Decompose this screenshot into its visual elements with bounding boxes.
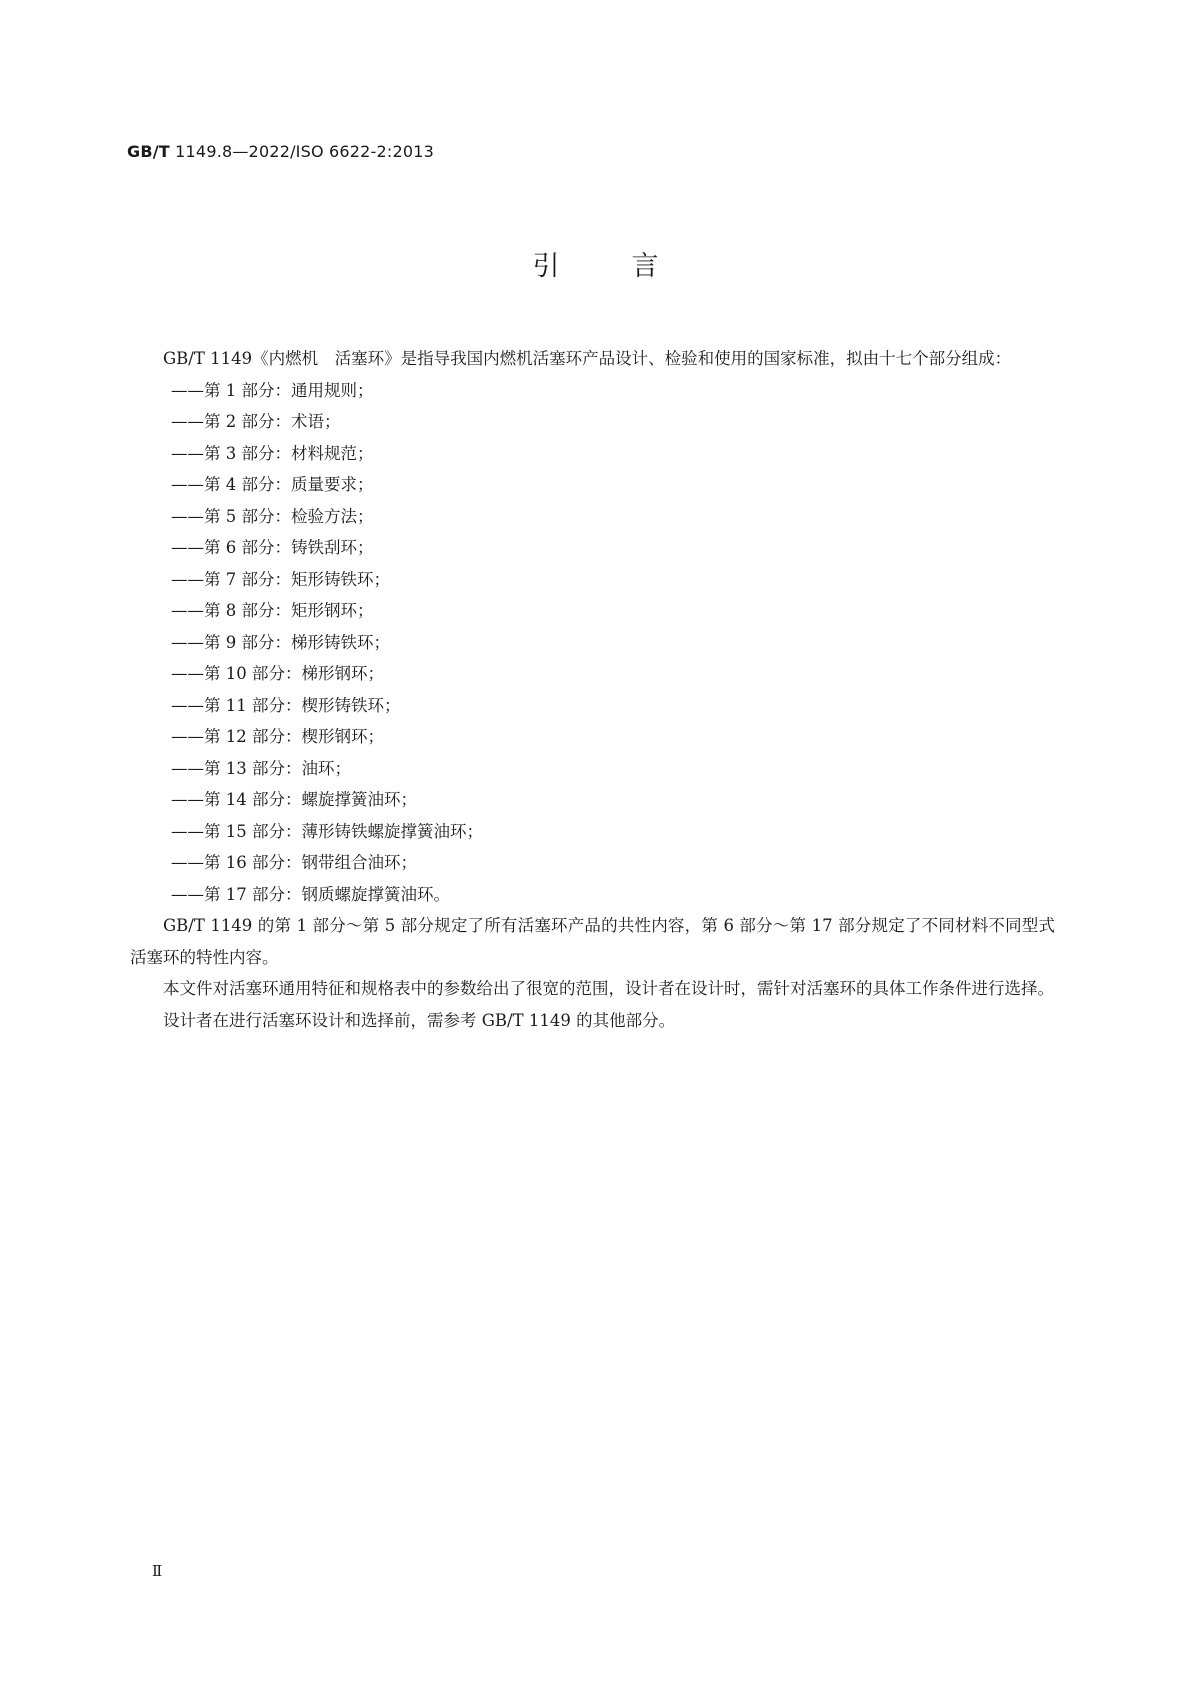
title-char-1: 引 [532,251,560,282]
list-item: ——第 6 部分：铸铁刮环； [171,538,374,557]
list-item: ——第 14 部分：螺旋撑簧油环； [171,790,417,809]
list-item: ——第 9 部分：梯形铸铁环； [171,632,390,652]
list-item: ——第 13 部分：油环； [171,758,351,778]
body-paragraph: 设计者在进行活塞环设计和选择前，需参考 GB/T 1149 的其他部分。 [163,1010,676,1030]
title-char-2: 言 [631,251,659,282]
list-item: ——第 17 部分：钢质螺旋撑簧油环。 [171,884,450,904]
list-item: ——第 1 部分：通用规则； [171,380,374,400]
page-number: Ⅱ [152,1562,163,1580]
list-item: ——第 3 部分：材料规范； [171,443,374,463]
list-item: ——第 7 部分：矩形铸铁环； [171,569,390,589]
list-item: ——第 15 部分：薄形铸铁螺旋撑簧油环； [171,821,483,841]
list-item: ——第 4 部分：质量要求； [171,475,374,494]
page-title [0,244,1191,283]
list-item: ——第 11 部分：楔形铸铁环； [171,695,401,715]
document-code-header [127,142,434,161]
standard-prefix: GB/T [127,142,170,161]
list-item: ——第 10 部分：梯形钢环； [171,664,384,683]
list-item: ——第 5 部分：检验方法； [171,506,374,526]
standard-number: 1149.8—2022/ISO 6622-2:2013 [169,142,435,161]
parts-list [130,375,1055,911]
list-item: ——第 8 部分：矩形钢环； [171,601,374,620]
list-item: ——第 16 部分：钢带组合油环； [171,853,417,872]
introduction-body [130,343,1055,1036]
list-item: ——第 12 部分：楔形钢环； [171,727,384,746]
list-item: ——第 2 部分：术语； [171,412,341,431]
intro-paragraph: GB/T 1149《内燃机 活塞环》是指导我国内燃机活塞环产品设计、检验和使用的国家标准，拟由十七个部分组成： [163,349,1012,368]
body-paragraph: GB/T 1149 的第 1 部分～第 5 部分规定了所有活塞环产品的共性内容，第 6 部分～第 17 部分规定了不同材料不同型式活塞环的特性内容。 [130,916,1055,967]
body-paragraph: 本文件对活塞环通用特征和规格表中的参数给出了很宽的范围，设计者在设计时，需针对活塞环的具体工作条件进行选择。 [163,979,1054,998]
